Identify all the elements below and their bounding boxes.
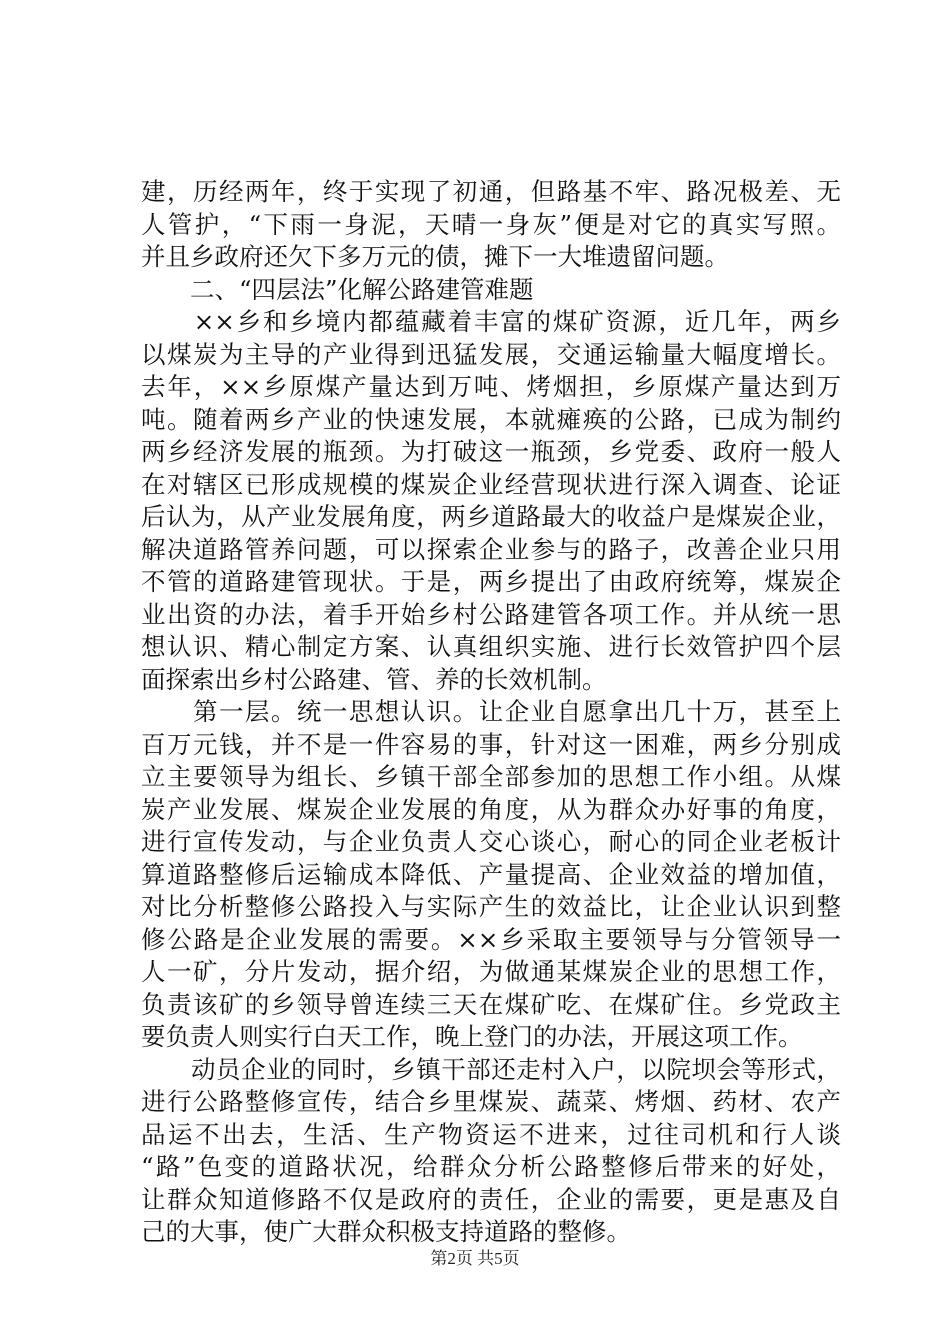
text-line: 人管护，“下雨一身泥，天晴一身灰”便是对它的真实写照。 <box>141 209 841 239</box>
text-line: 以煤炭为主导的产业得到迅猛发展，交通运输量大幅度增长。 <box>141 339 841 369</box>
text-line: 去年，××乡原煤产量达到万吨、烤烟担，乡原煤产量达到万 <box>141 372 841 401</box>
text-line: 让群众知道修路不仅是政府的责任，企业的需要，更是惠及自 <box>141 1184 841 1214</box>
page-footer: 第2页 共5页 <box>430 1249 520 1268</box>
text-line: 两乡经济发展的瓶颈。为打破这一瓶颈，乡党委、政府一般人 <box>141 437 841 466</box>
text-line: 品运不出去，生活、生产物资运不进来，过往司机和行人谈 <box>141 1119 841 1149</box>
text-line: ××乡和乡境内都蕴藏着丰富的煤矿资源，近几年，两乡 <box>141 307 841 336</box>
text-line: 建，历经两年，终于实现了初通，但路基不牢、路况极差、无 <box>141 177 841 206</box>
text-line: 解决道路管养问题，可以探索企业参与的路子，改善企业只用 <box>141 534 841 564</box>
text-line: 动员企业的同时，乡镇干部还走村入户，以院坝会等形式， <box>141 1054 841 1084</box>
text-line: 算道路整修后运输成本降低、产量提高、企业效益的增加值， <box>141 859 841 889</box>
text-line: 进行宣传发动，与企业负责人交心谈心，耐心的同企业老板计 <box>141 827 841 856</box>
text-line: 进行公路整修宣传，结合乡里煤炭、蔬菜、烤烟、药材、农产 <box>141 1087 841 1116</box>
text-line: 并且乡政府还欠下多万元的债，摊下一大堆遗留问题。 <box>141 242 729 271</box>
text-line: 炭产业发展、煤炭企业发展的角度，从为群众办好事的角度， <box>141 794 841 824</box>
text-line: 修公路是企业发展的需要。××乡采取主要领导与分管领导一 <box>141 924 841 954</box>
text-line: 百万元钱，并不是一件容易的事，针对这一困难，两乡分别成 <box>141 729 841 759</box>
text-line: 己的大事，使广大群众积极支持道路的整修。 <box>141 1217 631 1246</box>
text-line: 对比分析整修公路投入与实际产生的效益比，让企业认识到整 <box>141 892 841 921</box>
text-line: 后认为，从产业发展角度，两乡道路最大的收益户是煤炭企业， <box>141 502 841 531</box>
text-line: 二、“四层法”化解公路建管难题 <box>141 274 534 304</box>
text-line: 负责该矿的乡领导曾连续三天在煤矿吃、在煤矿住。乡党政主 <box>141 989 841 1019</box>
text-line: 想认识、精心制定方案、认真组织实施、进行长效管护四个层 <box>141 632 841 661</box>
text-line: 立主要领导为组长、乡镇干部全部参加的思想工作小组。从煤 <box>141 762 841 791</box>
body-text <box>141 176 841 1249</box>
text-line: 吨。随着两乡产业的快速发展，本就瘫痪的公路，已成为制约 <box>141 404 841 434</box>
text-line: “路”色变的道路状况，给群众分析公路整修后带来的好处， <box>141 1152 841 1181</box>
text-line: 面探索出乡村公路建、管、养的长效机制。 <box>141 664 607 694</box>
text-line: 人一矿，分片发动，据介绍，为做通某煤炭企业的思想工作， <box>141 957 841 986</box>
text-line: 第一层。统一思想认识。让企业自愿拿出几十万，甚至上 <box>141 697 841 726</box>
text-line: 业出资的办法，着手开始乡村公路建管各项工作。并从统一思 <box>141 599 841 629</box>
text-line: 要负责人则实行白天工作，晚上登门的办法，开展这项工作。 <box>141 1022 803 1051</box>
text-line: 在对辖区已形成规模的煤炭企业经营现状进行深入调查、论证 <box>141 469 841 499</box>
text-line: 不管的道路建管现状。于是，两乡提出了由政府统筹，煤炭企 <box>141 567 841 596</box>
